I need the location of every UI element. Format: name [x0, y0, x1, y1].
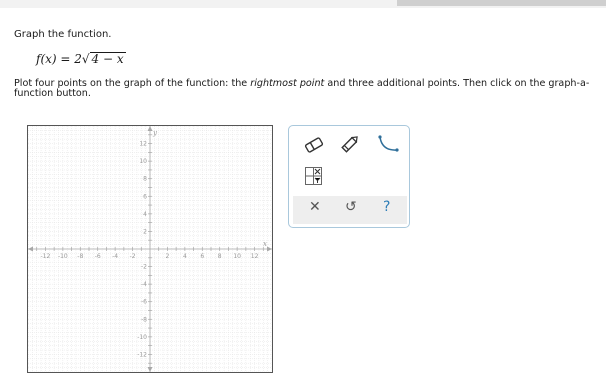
y-tick-label: 12: [139, 140, 147, 148]
clear-button[interactable]: ✕: [309, 199, 321, 215]
x-axis-label: x: [263, 240, 267, 248]
graph-canvas[interactable]: [27, 125, 273, 373]
x-tick-label: -4: [112, 253, 119, 260]
y-axis-arrow-up: [148, 126, 153, 131]
y-tick-label: -2: [141, 263, 147, 271]
y-tick-label: -8: [141, 316, 147, 324]
instruction-text-1: Plot four points on the graph of the function: the: [14, 78, 251, 89]
y-tick-label: 2: [143, 228, 147, 236]
undo-button[interactable]: ↺: [345, 199, 357, 215]
x-tick-label: -8: [77, 253, 84, 260]
progress-bar: [397, 0, 606, 6]
top-bar: [0, 0, 606, 8]
toolbox-actions: [293, 196, 407, 224]
help-button[interactable]: ?: [383, 199, 391, 215]
coordinate-grid[interactable]: [28, 126, 272, 372]
x-tick-label: 6: [200, 253, 205, 260]
x-tick-label: 8: [217, 253, 222, 260]
y-tick-label: 6: [143, 193, 147, 201]
instruction-text-2: and three additional points. Then click on the graph-a-function button.: [14, 78, 590, 99]
graph-a-function-icon[interactable]: [305, 167, 322, 185]
x-tick-label: 12: [250, 253, 259, 260]
y-tick-label: -12: [137, 351, 147, 359]
x-tick-label: -2: [129, 253, 136, 260]
formula-lhs: f(x) = 2: [36, 52, 82, 66]
instructions: [14, 79, 594, 99]
y-axis-arrow-down: [148, 367, 153, 372]
question-prompt: Graph the function.: [14, 29, 112, 40]
x-axis-arrow-right: [267, 247, 272, 252]
x-tick-label: -12: [40, 253, 51, 260]
x-tick-label: 2: [165, 253, 170, 260]
y-tick-label: -6: [141, 298, 147, 306]
x-tick-label: 10: [233, 253, 241, 260]
y-tick-label: -10: [137, 333, 147, 341]
y-tick-label: 8: [143, 175, 147, 183]
y-tick-label: 4: [143, 210, 147, 218]
x-tick-label: -10: [57, 253, 68, 260]
y-axis-label: y: [153, 129, 157, 137]
x-tick-label: -6: [94, 253, 101, 260]
graph-toolbox: [288, 125, 410, 228]
y-tick-label: -4: [141, 281, 147, 289]
function-formula: f(x) = 2√ 4 − x: [36, 52, 124, 66]
instruction-emphasis: rightmost point: [250, 78, 325, 89]
curve-tool-icon[interactable]: [377, 134, 401, 156]
eraser-icon[interactable]: [303, 136, 325, 154]
formula-radicand: 4 − x: [91, 52, 124, 66]
y-tick-label: 10: [139, 158, 147, 166]
pencil-icon[interactable]: [339, 134, 361, 154]
x-tick-label: 4: [182, 253, 187, 260]
x-axis-arrow-left: [28, 247, 33, 252]
